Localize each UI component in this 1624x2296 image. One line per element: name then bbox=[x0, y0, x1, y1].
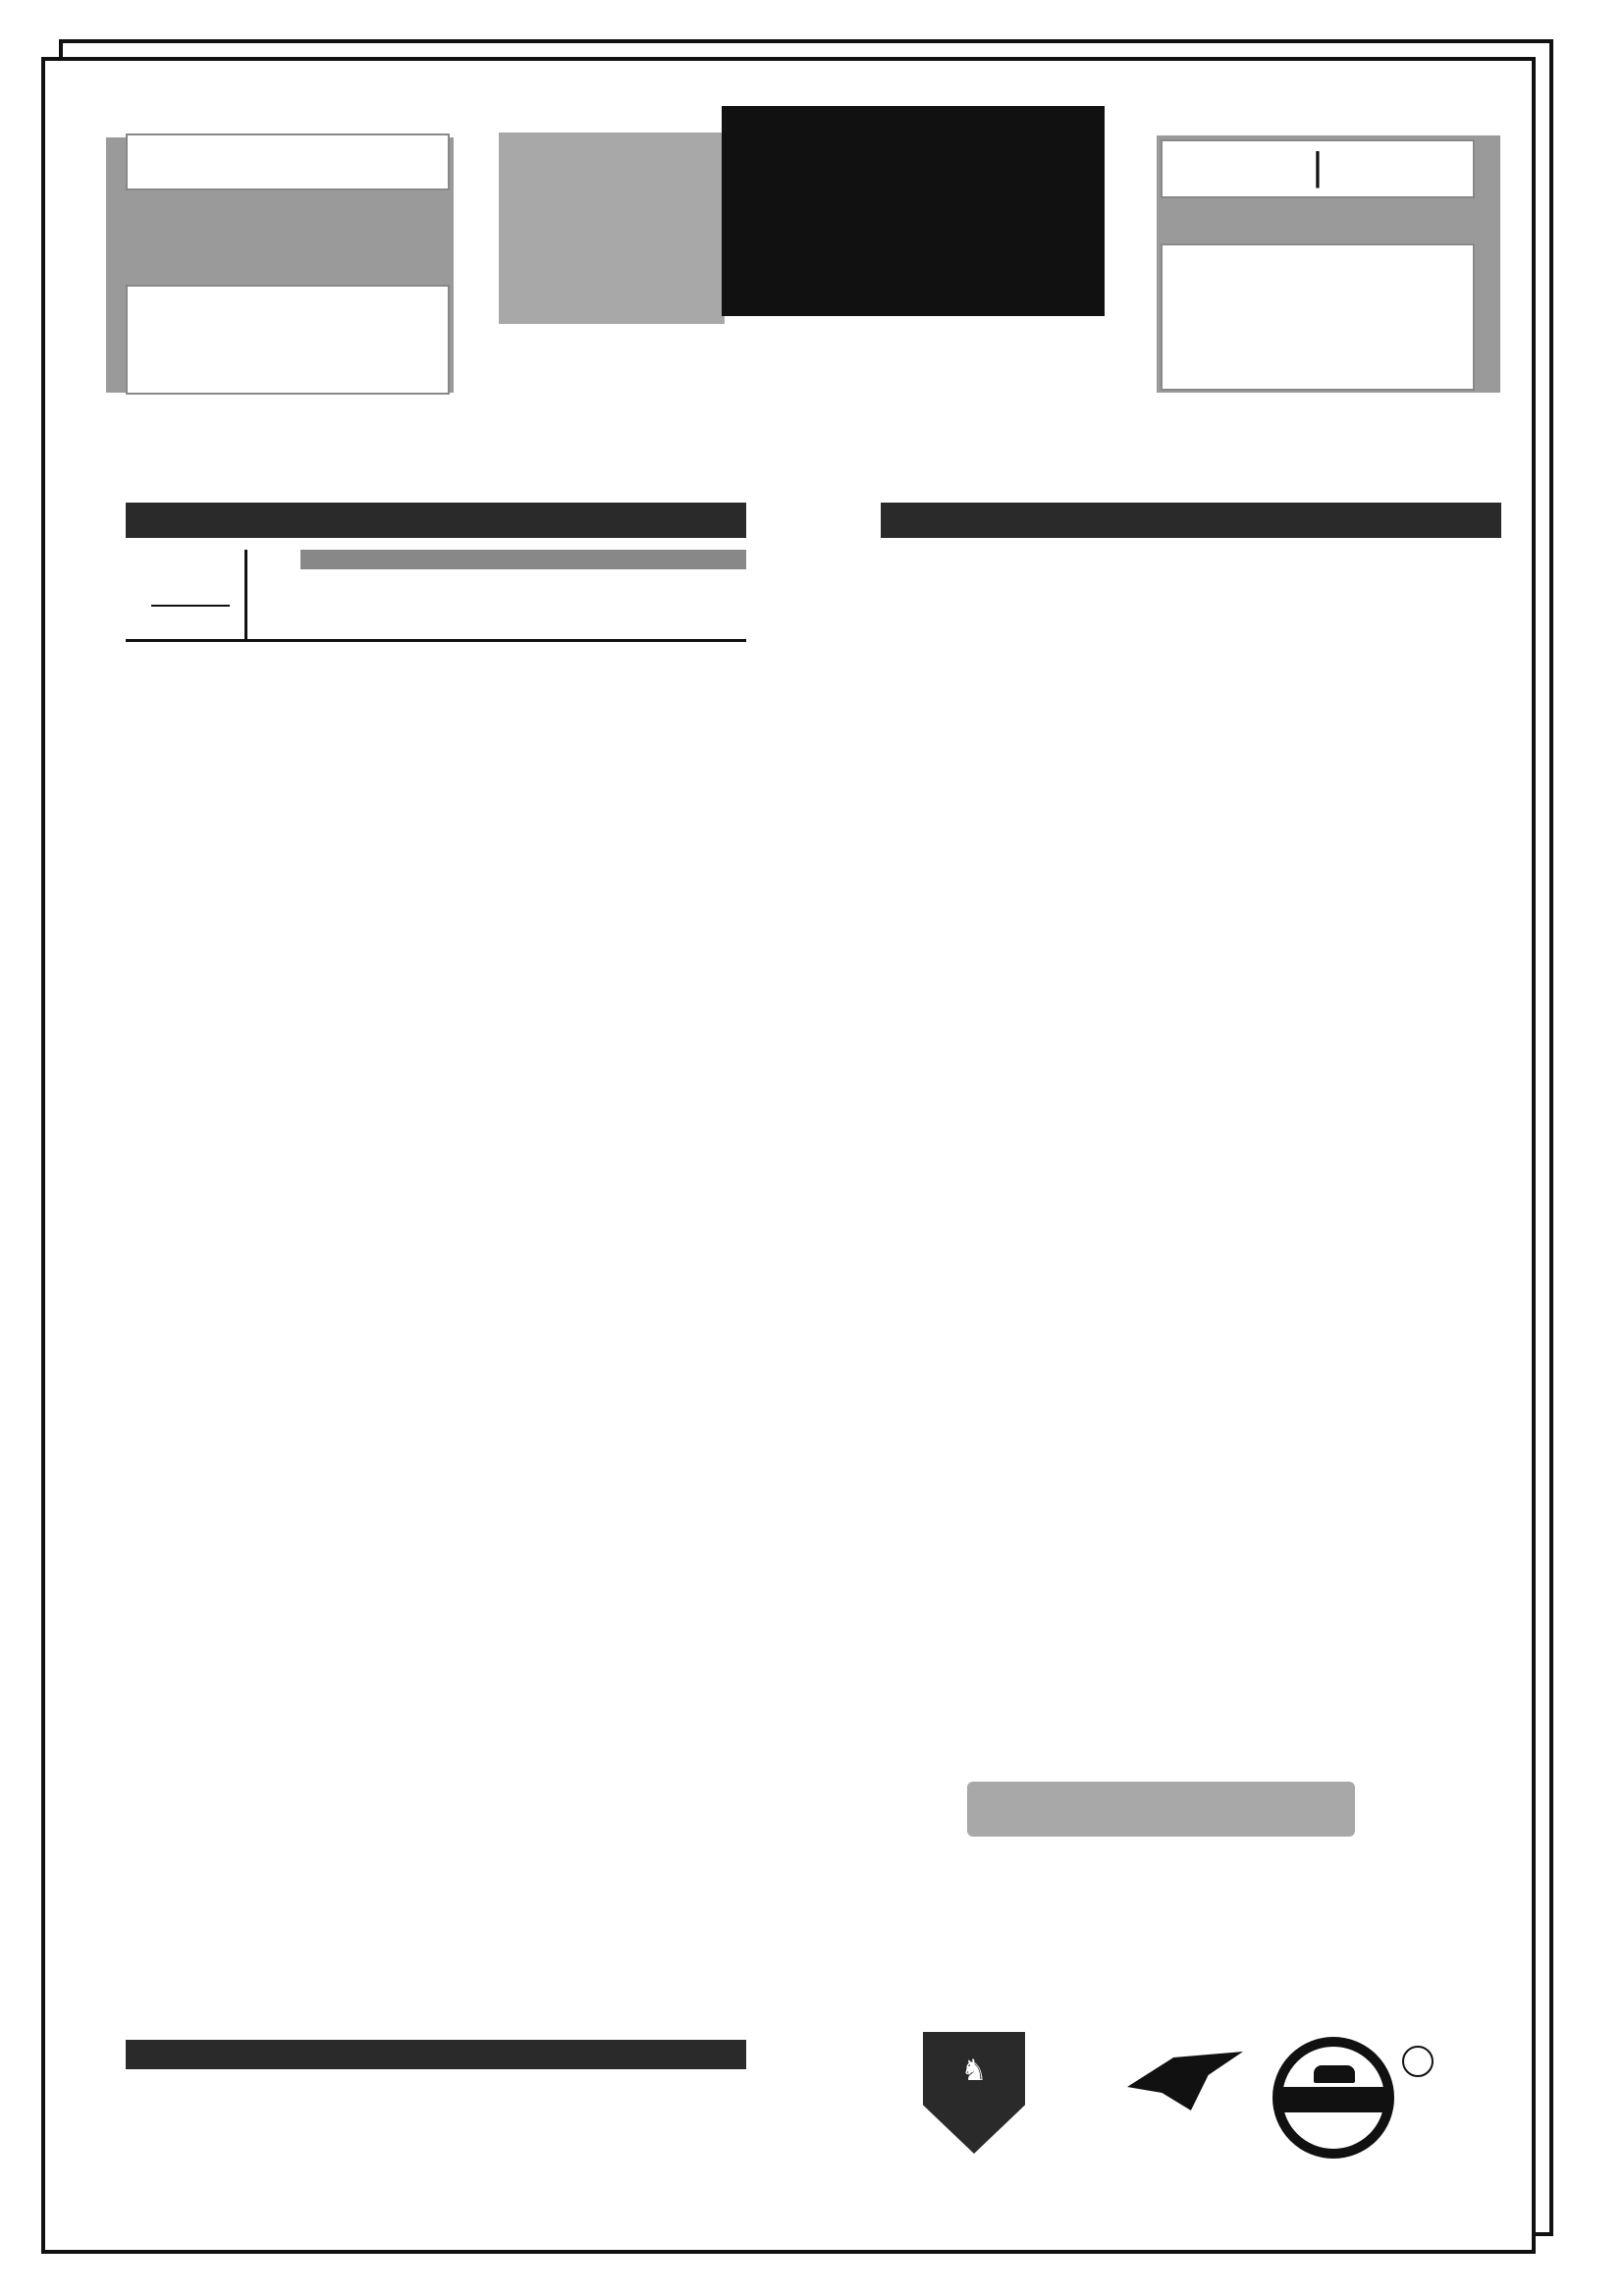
promo-left bbox=[106, 137, 454, 393]
car-icon bbox=[1314, 2065, 1355, 2083]
horse-icon: ♞ bbox=[960, 2055, 988, 2087]
show-author bbox=[300, 550, 746, 569]
main-stage-heading bbox=[126, 503, 746, 538]
promo-left-date-box bbox=[126, 133, 450, 190]
kids-heading bbox=[126, 2040, 746, 2069]
tom-logo-text bbox=[923, 2054, 1025, 2088]
logo-season-block bbox=[499, 133, 725, 324]
kassy-banner[interactable] bbox=[967, 1782, 1355, 1837]
promo-right bbox=[1157, 135, 1500, 393]
date-divider bbox=[151, 605, 230, 607]
radio-age-badge bbox=[1402, 2046, 1434, 2077]
row-divider bbox=[126, 639, 746, 642]
promo-right-title-box bbox=[1161, 243, 1475, 391]
promo-right-date: | bbox=[1301, 145, 1334, 188]
promo-left-title-box bbox=[126, 285, 450, 395]
small-stage-heading bbox=[881, 503, 1501, 538]
show-row bbox=[126, 550, 746, 642]
date-cell bbox=[126, 550, 247, 642]
radio-name bbox=[1278, 2087, 1390, 2112]
theatre-logo bbox=[722, 106, 1105, 316]
